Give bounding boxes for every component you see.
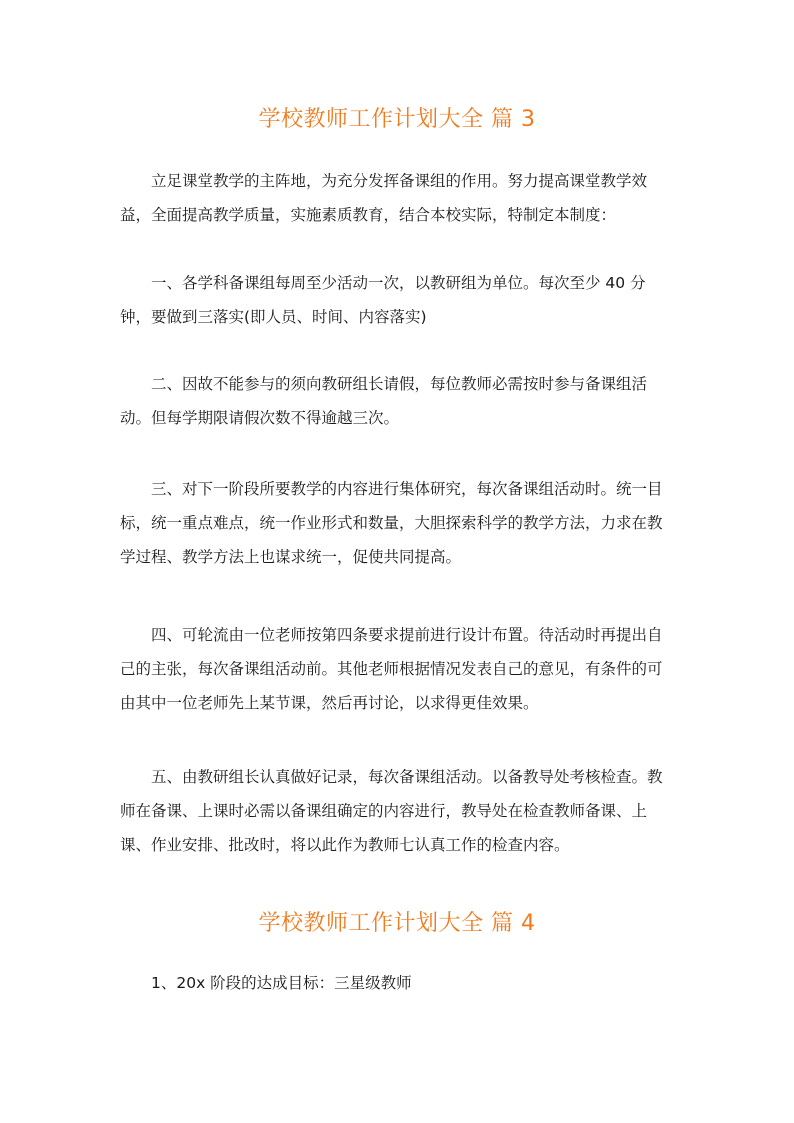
paragraph-text: 1、20x 阶段的达成目标：三星级教师: [151, 974, 412, 992]
paragraph-text: 五、由教研组长认真做好记录，每次备课组活动。以备教导处考核检查。教师在备课、上课时必需以备课组确定的内容进行，教导处在检查教师备课、上课、作业安排、批改时，将以此作为教师七认真工作的检查内容。: [120, 768, 663, 854]
paragraph-text: 二、因故不能参与的须向教研组长请假，每位教师必需按时参与备课组活动。但每学期限请假次数不得逾越三次。: [120, 375, 648, 427]
goal-paragraph: [120, 966, 676, 1000]
section-title-3: 学校教师工作计划大全 篇 3: [258, 107, 536, 132]
rule-paragraph-4: [120, 618, 676, 720]
rule-paragraph-2: [120, 367, 676, 435]
rule-paragraph-1: [120, 266, 676, 334]
rule-paragraph-3: [120, 472, 676, 574]
section-title-4: 学校教师工作计划大全 篇 4: [258, 911, 536, 936]
paragraph-text: 三、对下一阶段所要教学的内容进行集体研究，每次备课组活动时。统一目标，统一重点难点，统一作业形式和数量，大胆探索科学的教学方法，力求在教学过程、教学方法上也谋求统一，促使共同提高。: [120, 480, 663, 566]
paragraph-text: 一、各学科备课组每周至少活动一次，以教研组为单位。每次至少 40 分钟，要做到三落实(即人员、时间、内容落实): [120, 274, 646, 326]
intro-paragraph: [120, 164, 676, 232]
paragraph-text: 立足课堂教学的主阵地，为充分发挥备课组的作用。努力提高课堂教学效益，全面提高教学质量，实施素质教育，结合本校实际，特制定本制度：: [120, 172, 648, 224]
rule-paragraph-5: [120, 760, 676, 862]
paragraph-text: 四、可轮流由一位老师按第四条要求提前进行设计布置。待活动时再提出自己的主张，每次备课组活动前。其他老师根据情况发表自己的意见，有条件的可由其中一位老师先上某节课，然后再讨论，以求得更佳效果。: [120, 626, 663, 712]
